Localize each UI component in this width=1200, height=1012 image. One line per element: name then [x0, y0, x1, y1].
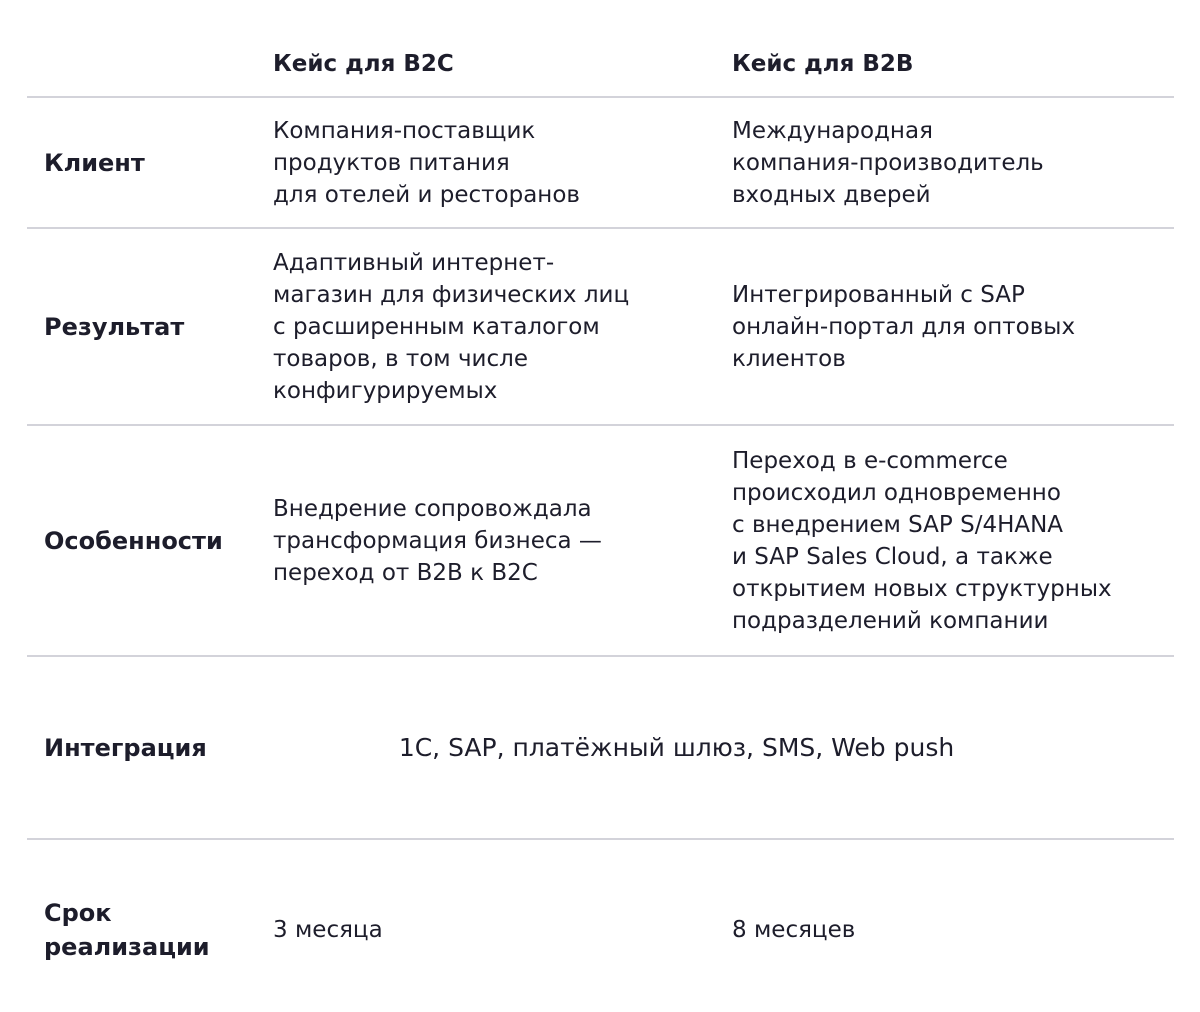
- cell-integration-value-text: 1C, SAP, платёжный шлюз, SMS, Web push: [398, 732, 955, 762]
- row-label-term-text: Срок реализации: [44, 899, 210, 961]
- row-label-features: [44, 426, 264, 655]
- row-label-result: [44, 229, 264, 424]
- column-header-b2b-text: Кейс для B2B: [732, 51, 914, 77]
- row-label-features-text: Особенности: [44, 526, 223, 555]
- cell-result-b2c: [273, 229, 713, 424]
- cell-features-b2b-text: Переход в e-commerce происходил одновременно с внедрением SAP S/4HANA и SAP Sales Cloud, а также открытием новых структурных подразделений компании: [732, 447, 1112, 634]
- row-label-integration-text: Интеграция: [44, 733, 207, 762]
- cell-term-b2b: [732, 840, 1172, 1012]
- column-header-b2b: [732, 0, 1172, 96]
- table-row-client: [27, 98, 1174, 229]
- column-header-b2c-text: Кейс для B2C: [273, 51, 454, 77]
- cell-term-b2c-text: 3 месяца: [273, 917, 383, 943]
- cell-client-b2c-text: Компания-поставщик продуктов питания для отелей и ресторанов: [273, 117, 580, 208]
- row-label-client-text: Клиент: [44, 148, 145, 177]
- row-label-term: [44, 840, 264, 1012]
- cell-term-b2b-text: 8 месяцев: [732, 917, 856, 943]
- row-label-integration: [44, 657, 264, 838]
- row-label-client: [44, 98, 264, 227]
- table-row-features: [27, 426, 1174, 657]
- cell-client-b2b: [732, 98, 1172, 227]
- cell-features-b2b: [732, 426, 1172, 655]
- cell-result-b2b: [732, 229, 1172, 424]
- column-header-b2c: [273, 0, 713, 96]
- comparison-table: [27, 0, 1174, 1012]
- cell-result-b2c-text: Адаптивный интернет- магазин для физических лиц с расширенным каталогом товаров, в том числе конфигурируемых: [273, 249, 630, 404]
- cell-client-b2c: [273, 98, 713, 227]
- cell-client-b2b-text: Международная компания-производитель входных дверей: [732, 117, 1044, 208]
- table-row-integration: [27, 657, 1174, 840]
- cell-integration-value: [273, 657, 1174, 838]
- table-header-row: [27, 0, 1174, 98]
- cell-features-b2c-text: Внедрение сопровождала трансформация бизнеса — переход от B2B к B2C: [273, 495, 602, 586]
- cell-features-b2c: [273, 426, 713, 655]
- table-row-term: [27, 840, 1174, 1012]
- row-label-result-text: Результат: [44, 312, 185, 341]
- table-row-result: [27, 229, 1174, 426]
- cell-result-b2b-text: Интегрированный с SAP онлайн-портал для оптовых клиентов: [732, 281, 1076, 372]
- cell-term-b2c: [273, 840, 713, 1012]
